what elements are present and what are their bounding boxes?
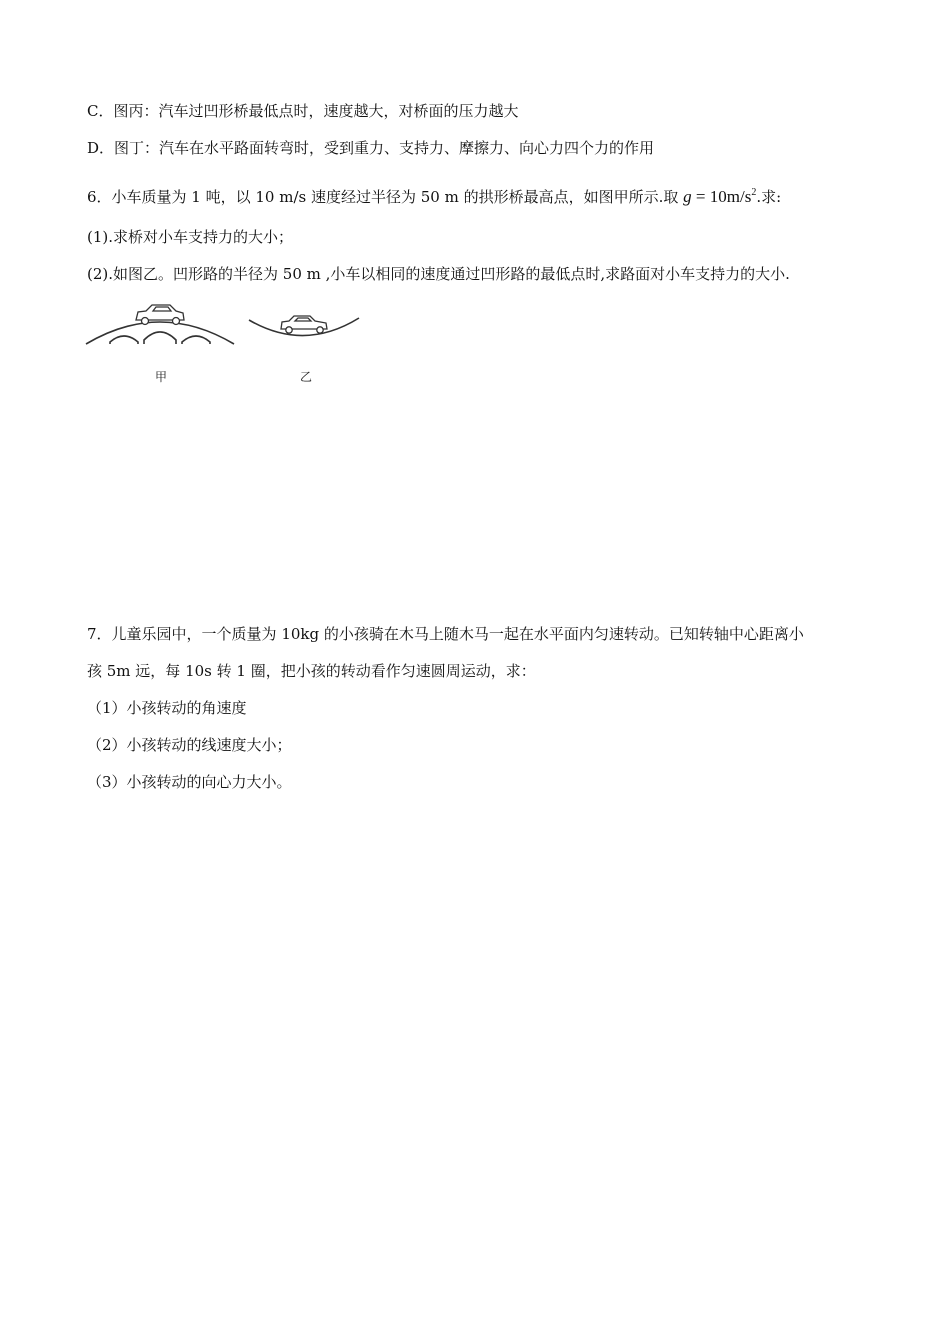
g-variable: g xyxy=(683,187,692,206)
bridge-arch-right xyxy=(182,336,210,344)
g-equals: = 10m/s xyxy=(691,187,752,206)
car-on-concave-road xyxy=(281,316,327,333)
q7-part3: （3）小孩转动的向心力大小。 xyxy=(87,773,292,791)
q6-part2: (2).如图乙。凹形路的半径为 50 m ,小车以相同的速度通过凹形路的最低点时,求路面对小车支持力的大小. xyxy=(87,265,790,283)
q6-stem xyxy=(87,183,781,207)
g-exponent: 2 xyxy=(751,187,757,198)
arch-bridge-diagram xyxy=(86,322,234,344)
option-c: C．图丙：汽车过凹形桥最低点时，速度越大，对桥面的压力越大 xyxy=(87,102,519,120)
gravity-formula xyxy=(683,187,756,206)
bridge-arch-left xyxy=(110,336,138,344)
figure-label-b: 乙 xyxy=(300,370,313,384)
q6-stem-after: .求: xyxy=(756,188,782,206)
bridge-diagrams xyxy=(82,298,372,390)
q7-stem-line2: 孩 5m 远，每 10s 转 1 圈，把小孩的转动看作匀速圆周运动，求： xyxy=(87,662,536,680)
q7-part1: （1）小孩转动的角速度 xyxy=(87,699,247,717)
arch-bridge-deck xyxy=(86,322,234,344)
q7-part2: （2）小孩转动的线速度大小； xyxy=(87,736,292,754)
q6-part1: (1).求桥对小车支持力的大小； xyxy=(87,228,294,246)
figure-label-a: 甲 xyxy=(155,370,168,384)
q6-figure xyxy=(82,298,372,390)
bridge-arch-middle xyxy=(144,332,176,344)
q6-stem-before: 6．小车质量为 1 吨，以 10 m/s 速度经过半径为 50 m 的拱形桥最高点，如图甲所示.取 xyxy=(87,188,684,206)
option-d: D．图丁：汽车在水平路面转弯时，受到重力、支持力、摩擦力、向心力四个力的作用 xyxy=(87,139,655,157)
q7-stem-line1: 7．儿童乐园中，一个质量为 10kg 的小孩骑在木马上随木马一起在水平面内匀速转动。已知转轴中心距离小 xyxy=(87,625,804,643)
